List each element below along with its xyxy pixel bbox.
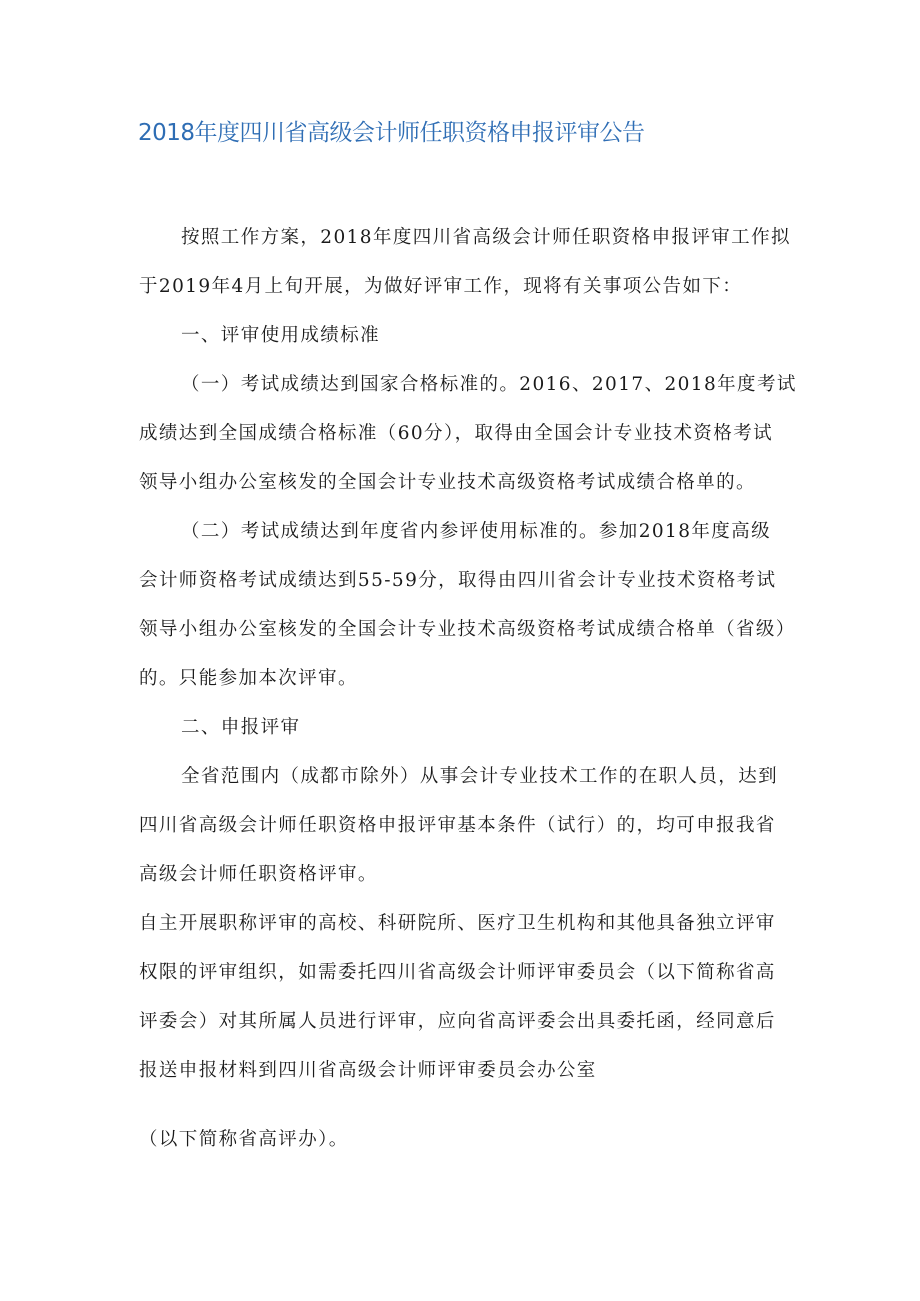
section-heading: 二、申报评审: [181, 717, 301, 738]
paragraph-line: 权限的评审组织，如需委托四川省高级会计师评审委员会（以下简称省高: [139, 962, 776, 983]
paragraph-line: 于2019年4月上旬开展，为做好评审工作，现将有关事项公告如下：: [139, 276, 743, 297]
section-heading: 一、评审使用成绩标准: [181, 325, 381, 346]
paragraph-line: 报送申报材料到四川省高级会计师评审委员会办公室: [139, 1060, 597, 1081]
paragraph-line: 成绩达到全国成绩合格标准（60分），取得由全国会计专业技术资格考试: [139, 423, 773, 444]
paragraph-line: 领导小组办公室核发的全国会计专业技术高级资格考试成绩合格单的。: [139, 472, 756, 493]
paragraph-line: 的。只能参加本次评审。: [139, 668, 358, 689]
paragraph-line: 领导小组办公室核发的全国会计专业技术高级资格考试成绩合格单（省级）: [139, 619, 796, 640]
paragraph-line: 按照工作方案，2018年度四川省高级会计师任职资格申报评审工作拟: [181, 227, 791, 248]
paragraph-line: 会计师资格考试成绩达到55-59分，取得由四川省会计专业技术资格考试: [139, 570, 777, 591]
paragraph-line: 四川省高级会计师任职资格申报评审基本条件（试行）的，均可申报我省: [139, 815, 776, 836]
paragraph-line: 评委会）对其所属人员进行评审，应向省高评委会出具委托函，经同意后: [139, 1011, 776, 1032]
paragraph-line: 全省范围内（成都市除外）从事会计专业技术工作的在职人员，达到: [181, 766, 779, 787]
document-title: 2018年度四川省高级会计师任职资格申报评审公告: [138, 120, 645, 146]
paragraph-line: （二）考试成绩达到年度省内参评使用标准的。参加2018年度高级: [181, 521, 771, 542]
paragraph-line: 高级会计师任职资格评审。: [139, 864, 378, 885]
paragraph-line: （以下简称省高评办）。: [139, 1129, 349, 1150]
paragraph-line: 自主开展职称评审的高校、科研院所、医疗卫生机构和其他具备独立评审: [139, 913, 776, 934]
paragraph-line: （一）考试成绩达到国家合格标准的。2016、2017、2018年度考试: [181, 374, 797, 395]
